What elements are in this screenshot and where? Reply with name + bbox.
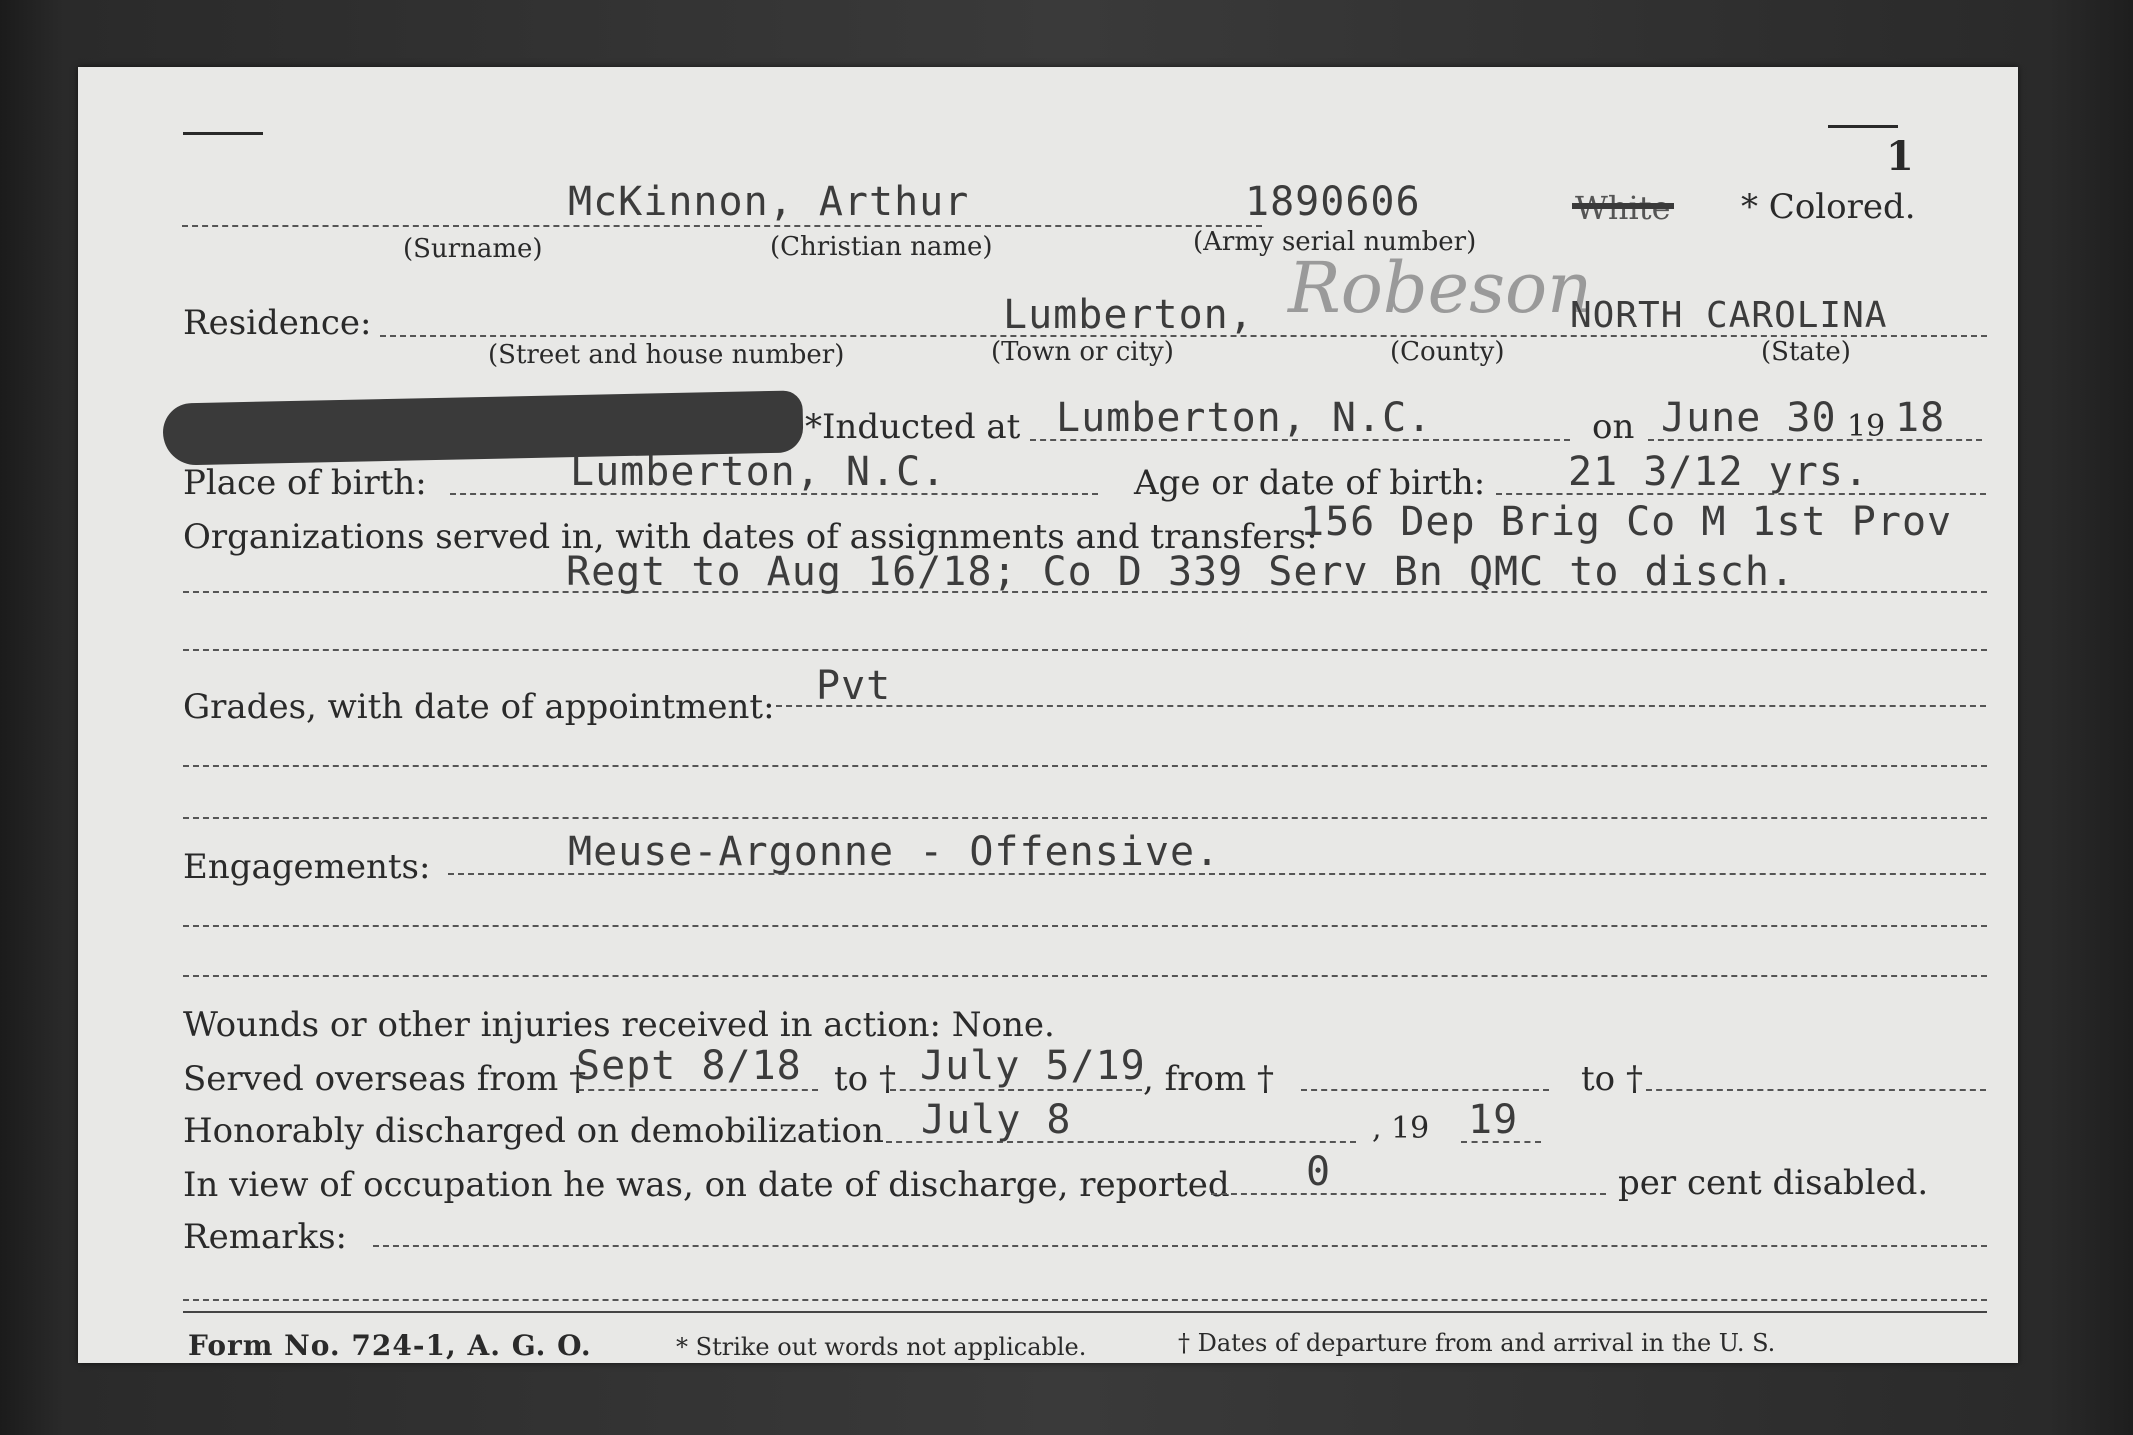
footnote-dates: † Dates of departure from and arrival in the U. S. (1178, 1329, 1776, 1357)
service-record-card (78, 67, 2018, 1363)
grades-label: Grades, with date of appointment: (183, 687, 775, 727)
grade-value: Pvt (816, 663, 892, 709)
overseas-label: Served overseas from † (183, 1059, 587, 1099)
residence-state-value: NORTH CAROLINA (1570, 295, 1888, 336)
grades-line3 (183, 817, 1987, 819)
discharge-year-prefix: , 19 (1372, 1111, 1430, 1146)
overseas-from-value: Sept 8/18 (576, 1043, 802, 1089)
inducted-date-value: June 30 (1661, 395, 1837, 441)
surname-label: (Surname) (403, 234, 543, 264)
discharge-year-value: 19 (1468, 1097, 1519, 1143)
engagements-label: Engagements: (183, 847, 431, 887)
overseas-to2-line (1646, 1089, 1986, 1091)
top-left-rule (183, 132, 263, 135)
residence-county-value: Robeson (1288, 247, 1593, 329)
engagements-line2 (183, 925, 1987, 927)
disability-value: 0 (1306, 1149, 1332, 1195)
age-label: Age or date of birth: (1134, 463, 1486, 503)
orgs-line2-value: Regt to Aug 16/18; Co D 339 Serv Bn QMC to disch. (566, 549, 1796, 595)
disability-label: In view of occupation he was, on date of discharge, reported (183, 1165, 1230, 1205)
inducted-at-value: Lumberton, N.C. (1056, 395, 1433, 441)
engagements-line3 (183, 975, 1987, 977)
overseas-from2-line (1301, 1089, 1549, 1091)
orgs-label: Organizations served in, with dates of assignments and transfers: (183, 517, 1318, 557)
serial-label: (Army serial number) (1193, 227, 1477, 257)
race-strike-mark (1572, 203, 1674, 209)
birthplace-value: Lumberton, N.C. (570, 449, 947, 495)
orgs-line3-rule (183, 649, 1987, 651)
footnote-strike: * Strike out words not applicable. (676, 1333, 1087, 1361)
overseas-from-line (578, 1089, 818, 1091)
card-number: 1 (1886, 133, 1914, 180)
remarks-line1 (373, 1245, 1987, 1247)
form-number: Form No. 724-1, A. G. O. (188, 1329, 592, 1362)
overseas-to-line (890, 1089, 1142, 1091)
state-label: (State) (1761, 337, 1851, 367)
inducted-year-value: 18 (1895, 395, 1946, 441)
disability-line (1211, 1193, 1606, 1195)
christian-name-label: (Christian name) (770, 232, 993, 262)
overseas-from2-label: , from † (1143, 1059, 1274, 1099)
grades-line2 (183, 765, 1987, 767)
race-white-struck: White (1575, 189, 1671, 227)
discharge-label: Honorably discharged on demobilization (183, 1111, 884, 1151)
year-prefix: 19 (1847, 409, 1886, 444)
overseas-to-label: to † (834, 1059, 896, 1099)
top-right-rule (1828, 125, 1898, 128)
overseas-to-value: July 5/19 (920, 1043, 1146, 1089)
orgs-line1-value: 156 Dep Brig Co M 1st Prov (1300, 499, 1953, 545)
name-line (182, 225, 1262, 227)
serial-value: 1890606 (1245, 179, 1421, 225)
footer-rule (183, 1311, 1987, 1313)
residence-town-value: Lumberton, (1003, 292, 1254, 338)
discharge-date-value: July 8 (921, 1097, 1072, 1143)
county-label: (County) (1390, 337, 1505, 367)
grades-line (776, 705, 1986, 707)
engagement-value: Meuse-Argonne - Offensive. (568, 829, 1221, 875)
overseas-to2-label: to † (1581, 1059, 1643, 1099)
remarks-line2 (183, 1299, 1987, 1301)
surname-name-value: McKinnon, Arthur (568, 179, 970, 225)
on-label: on (1592, 407, 1635, 447)
residence-label: Residence: (183, 303, 372, 343)
street-label: (Street and house number) (488, 340, 845, 370)
birthplace-label: Place of birth: (183, 463, 427, 503)
remarks-label: Remarks: (183, 1217, 347, 1257)
inducted-label: *Inducted at (805, 407, 1021, 447)
wounds-statement: Wounds or other injuries received in action: None. (183, 1005, 1055, 1045)
town-label: (Town or city) (991, 337, 1174, 367)
race-colored: * Colored. (1741, 187, 1916, 227)
disability-suffix: per cent disabled. (1618, 1163, 1929, 1203)
age-value: 21 3/12 yrs. (1568, 449, 1869, 495)
